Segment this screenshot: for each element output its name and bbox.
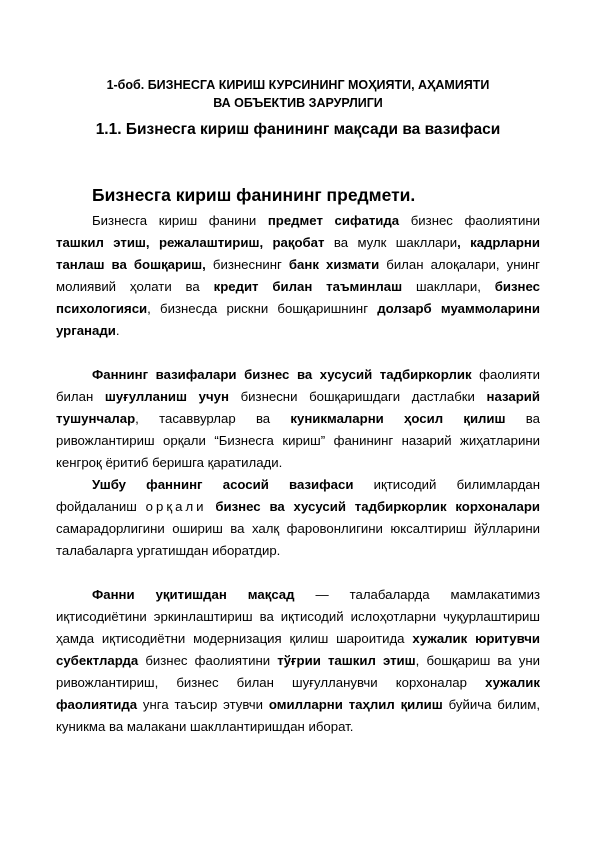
text: шакллари,: [402, 279, 495, 294]
bold-term: назарий тушунчалар: [56, 389, 540, 426]
bold-term: предмет сифатида: [267, 213, 400, 228]
text: — талабаларда мамлакатимиз иқтисодиётини эркинлаштириш ва иқтисодий ислоҳотларни чуқурлаштириш ҳамда иқтисодиётни модернизация қилиш шароитида: [56, 587, 540, 646]
text: самарадорлигини ошириш ва халқ фаровонлигини юксалтириш йўлларини талабаларга ургатишдан иборатдир.: [56, 521, 540, 558]
bold-term: ташкил этиш, режалаштириш, рақобат: [56, 235, 325, 250]
text: иқтисодий билимлардан фойдаланиш: [56, 477, 540, 514]
text: Бизнесга кириш фанини: [92, 213, 268, 228]
bold-term: Фаннинг вазифалари бизнес ва хусусий тадбиркорлик: [92, 367, 472, 382]
text: ва ривожлантириш орқали “Бизнесга кириш” фанининг назарий жиҳатларини кенгроқ ёритиб беришга қаратилади.: [56, 411, 540, 470]
spacer: [56, 342, 540, 364]
text: буйича билим, куникма ва малакани шакллантиришдан иборат.: [56, 697, 540, 734]
bold-term: бизнес ва хусусий тадбиркорлик корхоналари: [215, 499, 540, 514]
text: бизнеснинг: [205, 257, 289, 272]
bold-term: кредит билан таъминлаш: [213, 279, 403, 294]
paragraph-subject: [56, 210, 540, 342]
bold-term: , кадрларни танлаш ва бошқариш,: [56, 235, 540, 272]
text: унга таъсир этувчи: [137, 697, 269, 712]
paragraph-tasks: [56, 364, 540, 474]
text: билан алоқалари, унинг молиявий ҳолати ва: [56, 257, 540, 294]
text: бизнес фаолиятини: [138, 653, 278, 668]
bold-term: шуғулланиш учун: [104, 389, 229, 404]
document-body: [56, 182, 540, 738]
text: бизнес фаолиятини: [399, 213, 540, 228]
paragraph-purpose: [56, 584, 540, 738]
bold-term: банк хизмати: [288, 257, 380, 272]
bold-term: хужалик фаолиятида: [56, 675, 540, 712]
bold-term: тўғрии ташкил этиш: [277, 653, 416, 668]
text: , тасаввурлар ва: [135, 411, 291, 426]
bold-term: хужалик юритувчи субектларда: [56, 631, 541, 668]
text: бизнесни бошқаришдаги дастлабки: [228, 389, 487, 404]
bold-term: омилларни таҳлил қилиш: [268, 697, 443, 712]
bold-term: куникмаларни ҳосил қилиш: [290, 411, 506, 426]
paragraph-main-task: [56, 474, 540, 562]
chapter-title: [40, 76, 556, 112]
text: .: [115, 323, 120, 338]
text: , бизнесда рискни бошқаришнинг: [147, 301, 378, 316]
spacer: [56, 562, 540, 584]
bold-term: Ушбу фаннинг асосий вазифаси: [92, 477, 354, 492]
bold-term: бизнес психологияси: [56, 279, 540, 316]
subject-heading: Бизнесга кириш фанининг предмети.: [92, 185, 416, 205]
bold-term: долзарб муаммоларини урганади: [56, 301, 540, 338]
spaced-text: орқали: [145, 499, 207, 514]
text: ва мулк шакллари: [324, 235, 458, 250]
chapter-title-line1: 1-боб. БИЗНЕСГА КИРИШ КУРСИНИНГ МОҲИЯТИ, АҲАМИЯТИ: [106, 78, 490, 92]
bold-term: Фанни уқитишдан мақсад: [92, 587, 295, 602]
text: фаолияти билан: [56, 367, 540, 404]
section-title: 1.1. Бизнесга кириш фанининг мақсади ва вазифаси: [95, 121, 501, 138]
chapter-title-line2: ВА ОБЪЕКТИВ ЗАРУРЛИГИ: [213, 96, 383, 110]
text: , бошқариш ва уни ривожлантириш, бизнес билан шуғулланувчи корхоналар: [56, 653, 541, 690]
